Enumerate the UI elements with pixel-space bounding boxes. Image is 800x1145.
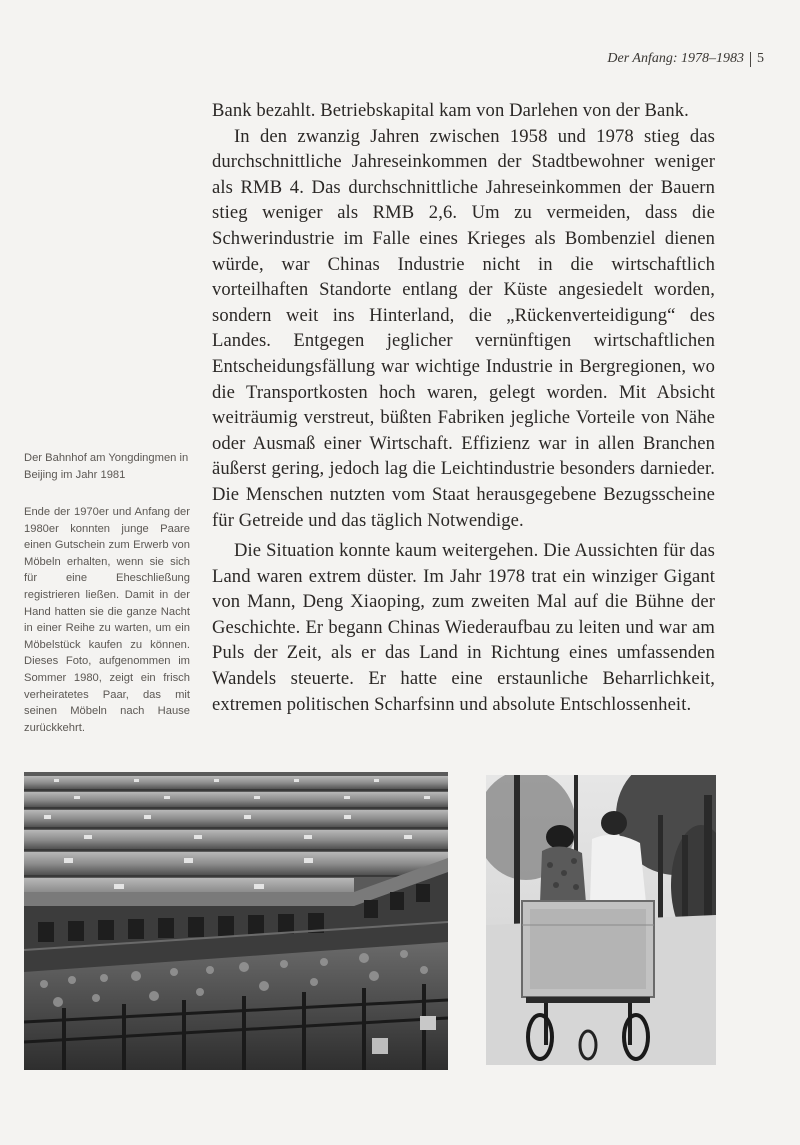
main-text-column [212,98,715,717]
paragraph-continuation: Bank bezahlt. Betriebskapital kam von Darlehen von der Bank. [212,100,689,121]
page-number: 5 [757,51,764,66]
chapter-title: Der Anfang: 1978–1983 [607,51,744,66]
railway-station-photo [24,772,448,1070]
caption-couple: Ende der 1970er und Anfang der 1980er konnten junge Paare einen Gutschein zum Erwerb von Möbeln erhalten, wenn sie sich für eine Eheschließung registrieren ließen. Damit in der Hand hatten sie die ganze Nacht in einer Reihe zu warten, um ein Möbelstück kaufen zu können. Dieses Foto, aufgenommen im Sommer 1980, zeigt ein frisch verheiratetes Paar, das mit seinen Möbeln nach Hause zurückkehrt. [24,506,190,734]
running-head [607,49,764,69]
paragraph-deng-xiaoping: Die Situation konnte kaum weitergehen. Die Aussichten für das Land waren extrem düster. Im Jahr 1978 trat ein winziger Gigant von Mann, Deng Xiaoping, zum zweiten Mal auf die Bühne der Geschichte. Er begann Chinas Wiederaufbau zu leiten und war am Puls der Zeit, als er das Land in Richtung eines umfassenden Wandels steuerte. Er hatte eine erstaunliche Beharrlichkeit, extremen politischen Scharfsinn und absolute Entschlossenheit. [212,540,715,715]
couple-furniture-cart-photo [486,775,716,1065]
caption-station: Der Bahnhof am Yongdingmen in Beijing im Jahr 1981 [24,452,189,481]
paragraph-income: In den zwanzig Jahren zwischen 1958 und 1978 stieg das durchschnittliche Jahreseinkommen der Stadtbewohner weniger als RMB 4. Das durchschnittliche Jahreseinkommen der Bauern stieg weniger als RMB 2,6. Um zu vermeiden, dass die Schwerindustrie im Falle eines Krieges als Bombenziel dienen würde, war Chinas Industrie nicht in die wirtschaftlich vorteilhaften Standorte entlang der Küste angesiedelt worden, sondern weit ins Hinterland, die „Rückenverteidigung“ des Landes. Entgegen jeglicher vernünftigen wirtschaftlichen Entscheidungsfällung war wichtige Industrie in Bergregionen, wo die Transportkosten hoch waren, gelegt worden. Mit Absicht weiträumig verstreut, büßten Fabriken jegliche Vorteile von Nähe oder Ausmaß einer Wirtschaft. Effizienz war in allen Branchen äußerst gering, jedoch lag die Leichtindustrie besonders darnieder. Die Menschen nutzten vom Staat herausgegebene Bezugsscheine für Getreide und das täglich Notwendige. [212,125,715,531]
header-divider [750,52,751,67]
